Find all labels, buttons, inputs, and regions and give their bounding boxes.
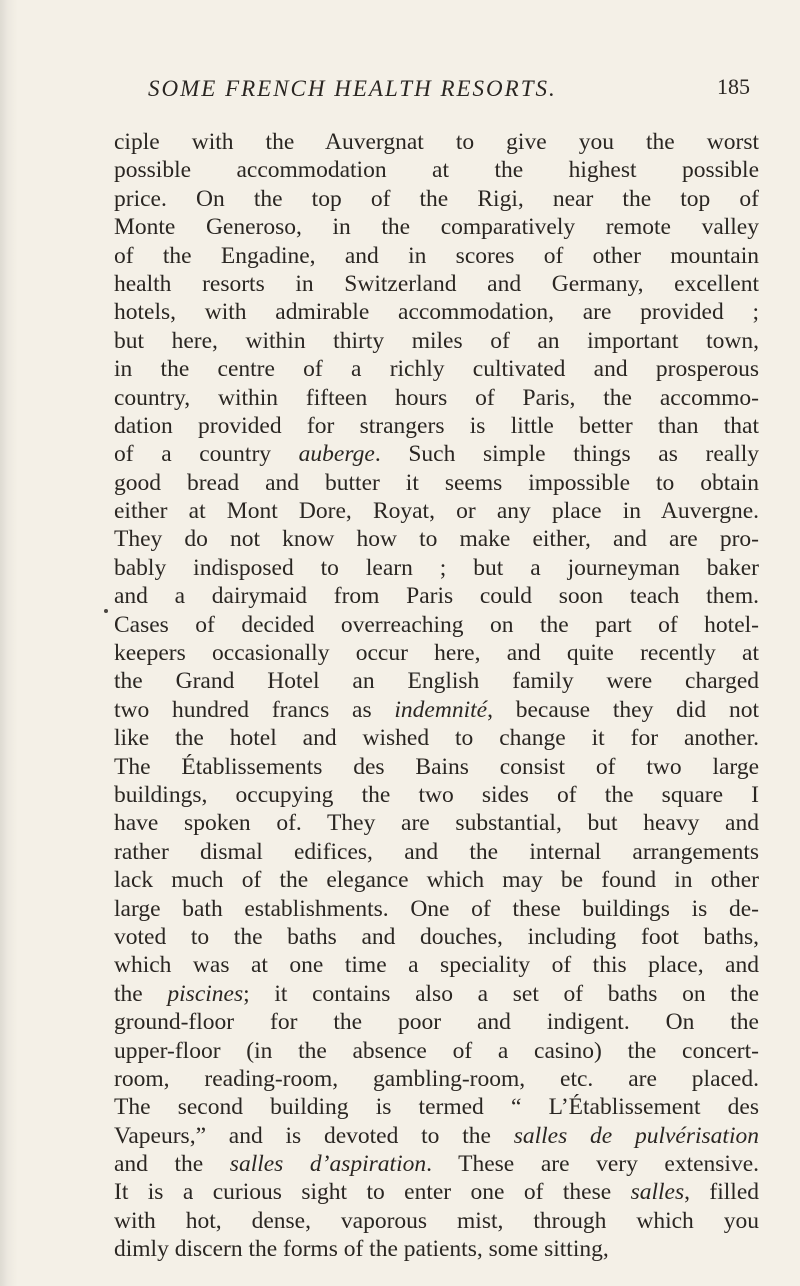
- text-segment: large bath establishments. One of these buildings is de-: [114, 895, 759, 922]
- text-line: [114, 1178, 759, 1206]
- text-segment: and the: [114, 1151, 230, 1178]
- text-line: [114, 696, 759, 724]
- text-line: [114, 753, 759, 781]
- text-segment: good bread and butter it seems impossible to obtain: [114, 469, 759, 496]
- text-segment: ; it contains also a set of baths on the: [243, 980, 759, 1007]
- text-segment: keepers occasionally occur here, and quite recently at: [114, 640, 759, 667]
- text-segment: which was at one time a speciality of this place, and: [114, 952, 759, 979]
- text-segment: . These are very extensive.: [426, 1151, 760, 1178]
- text-line: [114, 1122, 759, 1150]
- text-line: [114, 1093, 759, 1121]
- text-line: [114, 185, 759, 213]
- text-segment: rather dismal edifices, and the internal arrangements: [114, 838, 759, 865]
- text-segment: of a country: [114, 441, 299, 468]
- text-segment: and a dairymaid from Paris could soon teach them.: [114, 583, 759, 610]
- running-title: SOME FRENCH HEALTH RESORTS.: [148, 76, 557, 101]
- text-line: [114, 582, 759, 610]
- text-line: [114, 440, 759, 468]
- text-segment: , filled: [684, 1179, 759, 1206]
- body-text: [114, 128, 759, 1264]
- text-line: [114, 611, 759, 639]
- text-segment: in the centre of a richly cultivated and prosperous: [114, 356, 759, 383]
- text-segment: bably indisposed to learn ; but a journeyman baker: [114, 554, 759, 581]
- text-line: [114, 923, 759, 951]
- italic-phrase: salles de pulvérisation: [513, 1122, 759, 1149]
- italic-phrase: salles: [630, 1179, 685, 1206]
- text-line: [114, 497, 759, 525]
- text-segment: the Grand Hotel an English family were charged: [114, 668, 759, 695]
- text-line: [114, 639, 759, 667]
- text-line: [114, 1065, 759, 1093]
- text-segment: hotels, with admirable accommodation, are provided ;: [114, 299, 759, 326]
- text-segment: voted to the baths and douches, including foot baths,: [114, 923, 759, 950]
- text-line: [114, 895, 759, 923]
- text-line: [114, 838, 759, 866]
- text-line: [114, 298, 759, 326]
- text-line: [114, 384, 759, 412]
- text-segment: Vapeurs,” and is devoted to the: [114, 1122, 514, 1149]
- text-segment: room, reading-room, gambling-room, etc. are placed.: [114, 1065, 759, 1092]
- italic-phrase: piscines: [167, 980, 244, 1007]
- text-segment: with hot, dense, vaporous mist, through which you: [114, 1207, 759, 1234]
- text-segment: have spoken of. They are substantial, but heavy and: [114, 810, 759, 837]
- text-line: [114, 866, 759, 894]
- text-segment: Monte Generoso, in the comparatively remote valley: [114, 214, 759, 241]
- italic-phrase: salles d’aspiration: [229, 1151, 427, 1178]
- text-segment: the: [114, 980, 168, 1007]
- text-segment: . Such simple things as really: [374, 441, 759, 468]
- text-line: [114, 724, 759, 752]
- text-line: [114, 781, 759, 809]
- text-line: [114, 1008, 759, 1036]
- text-segment: ciple with the Auvergnat to give you the worst: [114, 129, 759, 155]
- italic-phrase: indemnité: [394, 696, 488, 723]
- text-line: [114, 1037, 759, 1065]
- text-line: [114, 270, 759, 298]
- text-line: [114, 525, 759, 553]
- text-segment: either at Mont Dore, Royat, or any place in Auvergne.: [114, 498, 759, 525]
- text-segment: possible accommodation at the highest possible: [114, 157, 759, 184]
- text-segment: lack much of the elegance which may be found in other: [114, 867, 759, 894]
- text-segment: two hundred francs as: [114, 696, 395, 723]
- text-segment: The Établissements des Bains consist of two large: [114, 753, 759, 780]
- text-line: [114, 1235, 759, 1263]
- text-line: [114, 242, 759, 270]
- page-number: 185: [717, 74, 750, 99]
- page-header: [112, 76, 750, 116]
- text-line: [114, 951, 759, 979]
- text-line: [114, 327, 759, 355]
- text-segment: like the hotel and wished to change it for another.: [114, 725, 759, 752]
- text-line: [114, 128, 759, 156]
- text-segment: price. On the top of the Rigi, near the top of: [114, 185, 759, 212]
- text-line: [114, 355, 759, 383]
- text-segment: They do not know how to make either, and are pro-: [114, 526, 759, 553]
- text-segment: Cases of decided overreaching on the part of hotel-: [114, 611, 759, 638]
- text-line: [114, 469, 759, 497]
- text-line: [114, 809, 759, 837]
- text-line: [114, 980, 759, 1008]
- text-segment: country, within fifteen hours of Paris, the accommo-: [114, 384, 759, 411]
- text-segment: of the Engadine, and in scores of other mountain: [114, 242, 759, 269]
- text-segment: , because they did not: [487, 696, 759, 723]
- text-segment: It is a curious sight to enter one of these: [114, 1179, 631, 1206]
- text-segment: health resorts in Switzerland and Germany, excellent: [114, 270, 759, 297]
- text-line: [114, 667, 759, 695]
- italic-phrase: auberge: [298, 441, 375, 468]
- text-segment: ground-floor for the poor and indigent. On the: [114, 1009, 759, 1036]
- text-line: [114, 1207, 759, 1235]
- text-segment: upper-floor (in the absence of a casino) the concert-: [114, 1037, 759, 1064]
- text-line: [114, 213, 759, 241]
- text-segment: dimly discern the forms of the patients, some sitting,: [114, 1236, 609, 1263]
- text-segment: buildings, occupying the two sides of the square I: [114, 781, 759, 808]
- text-line: [114, 554, 759, 582]
- text-segment: The second building is termed “ L’Établissement des: [114, 1094, 759, 1121]
- text-segment: but here, within thirty miles of an important town,: [114, 327, 759, 354]
- text-line: [114, 156, 759, 184]
- text-line: [114, 412, 759, 440]
- text-line: [114, 1150, 759, 1178]
- text-segment: dation provided for strangers is little better than that: [114, 412, 759, 439]
- margin-dot: [104, 609, 108, 613]
